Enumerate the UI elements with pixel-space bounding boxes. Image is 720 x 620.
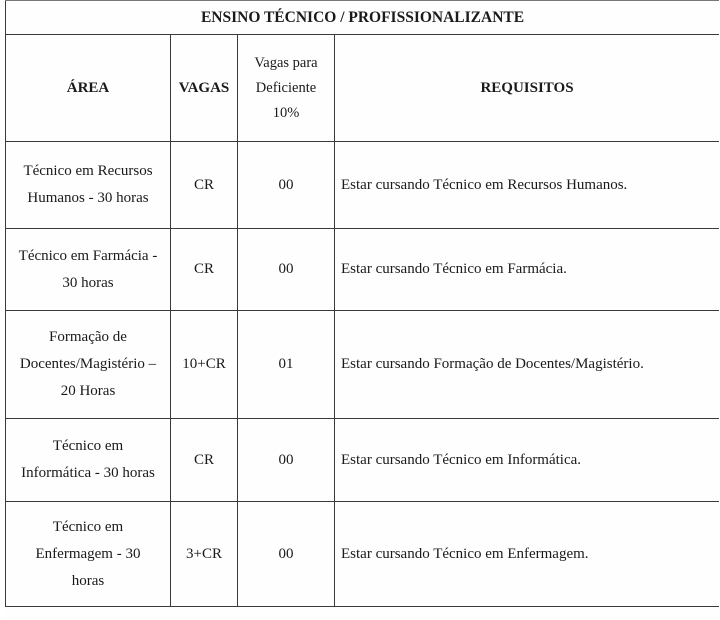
area-line: Docentes/Magistério – — [19, 356, 157, 372]
deficiente-cell: 00 — [238, 229, 335, 311]
header-vagas: VAGAS — [171, 35, 238, 142]
area-line: Humanos - 30 horas — [27, 190, 149, 206]
area-cell — [6, 311, 171, 419]
table-row — [6, 419, 720, 502]
deficiente-cell: 00 — [238, 502, 335, 607]
vagas-cell: CR — [171, 229, 238, 311]
area-line: Enfermagem - 30 — [35, 545, 141, 562]
area-line: horas — [71, 572, 105, 589]
table-title: ENSINO TÉCNICO / PROFISSIONALIZANTE — [6, 1, 720, 35]
area-line: Técnico em — [52, 438, 124, 454]
area-line: 20 Horas — [60, 383, 116, 399]
header-requisitos: REQUISITOS — [335, 35, 720, 142]
header-deficiente-line3: 10% — [272, 104, 300, 121]
area-cell — [6, 142, 171, 229]
requisitos-cell: Estar cursando Técnico em Recursos Humanos. — [335, 142, 720, 229]
area-line: 30 horas — [62, 274, 114, 291]
table-row — [6, 311, 720, 419]
area-line: Formação de — [49, 329, 127, 345]
header-deficiente-line2: Deficiente — [255, 79, 317, 96]
area-cell — [6, 229, 171, 311]
area-line: Informática - 30 horas — [21, 465, 155, 481]
vagas-cell: CR — [171, 419, 238, 502]
header-row — [6, 35, 720, 142]
table-row — [6, 142, 720, 229]
table-row — [6, 502, 720, 607]
vagas-cell: 3+CR — [171, 502, 238, 607]
header-deficiente-line1: Vagas para — [254, 54, 318, 71]
deficiente-cell: 01 — [238, 311, 335, 419]
vagas-cell: 10+CR — [171, 311, 238, 419]
courses-table — [5, 0, 719, 607]
header-area: ÁREA — [6, 35, 171, 142]
deficiente-cell: 00 — [238, 419, 335, 502]
title-row — [6, 1, 720, 35]
requisitos-cell: Estar cursando Técnico em Enfermagem. — [335, 502, 720, 607]
area-cell — [6, 419, 171, 502]
area-line: Técnico em Farmácia - — [18, 247, 158, 264]
area-line: Técnico em — [52, 518, 124, 535]
requisitos-cell: Estar cursando Técnico em Informática. — [335, 419, 720, 502]
table-row — [6, 229, 720, 311]
requisitos-cell: Estar cursando Técnico em Farmácia. — [335, 229, 720, 311]
area-line: Técnico em Recursos — [23, 163, 153, 179]
document-page — [5, 0, 719, 620]
header-deficiente — [238, 35, 335, 142]
deficiente-cell: 00 — [238, 142, 335, 229]
requisitos-cell: Estar cursando Formação de Docentes/Magistério. — [335, 311, 720, 419]
area-cell — [6, 502, 171, 607]
vagas-cell: CR — [171, 142, 238, 229]
